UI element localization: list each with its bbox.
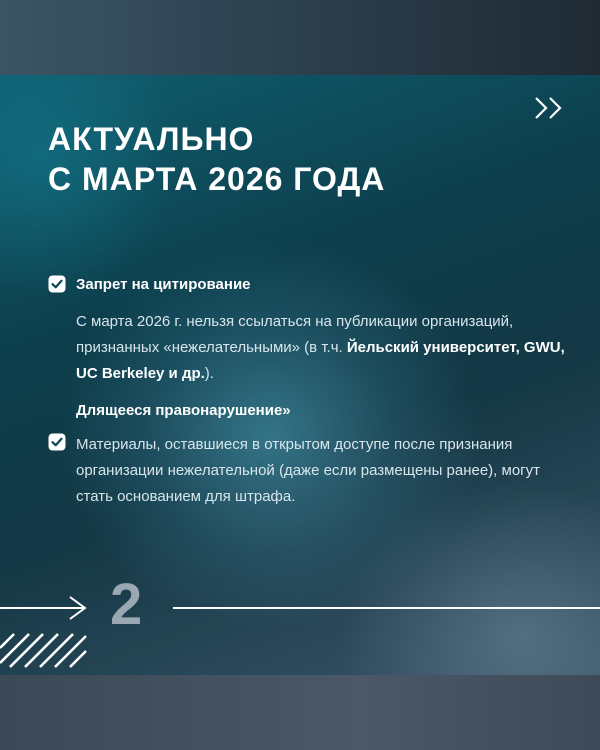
title-line-1: АКТУАЛЬНО [48, 121, 255, 157]
diagonal-hatch-icon [0, 634, 86, 667]
top-band [0, 0, 600, 75]
slide-number: 2 [110, 572, 143, 637]
item-2-heading: Длящееся правонарушение» [76, 402, 291, 419]
item-1-heading: Запрет на цитирование [76, 276, 251, 293]
item-1-text-start: С марта 2026 г. нельзя ссылаться на публикации организаций, признанных «нежелательными» (в т.ч. [76, 313, 514, 356]
item-1-text-end: ). [204, 365, 214, 382]
item-1-text [76, 309, 566, 387]
slide-title [48, 119, 385, 199]
item-1-text-bold: Йельский университет, GWU, UC Berkeley и др. [76, 339, 565, 382]
checkbox-check-icon [48, 275, 66, 293]
arrow-right-icon [0, 597, 85, 619]
slide-panel [0, 75, 600, 675]
bottom-band [0, 675, 600, 750]
checkbox-check-icon [48, 433, 66, 451]
title-line-2: С МАРТА 2026 ГОДА [48, 161, 386, 197]
item-2-text: Материалы, оставшиеся в открытом доступе после признания организации нежелательной (даже если размещены ранее), могут стать основанием для штрафа. [76, 436, 541, 505]
double-chevron-right-icon[interactable] [532, 95, 568, 121]
